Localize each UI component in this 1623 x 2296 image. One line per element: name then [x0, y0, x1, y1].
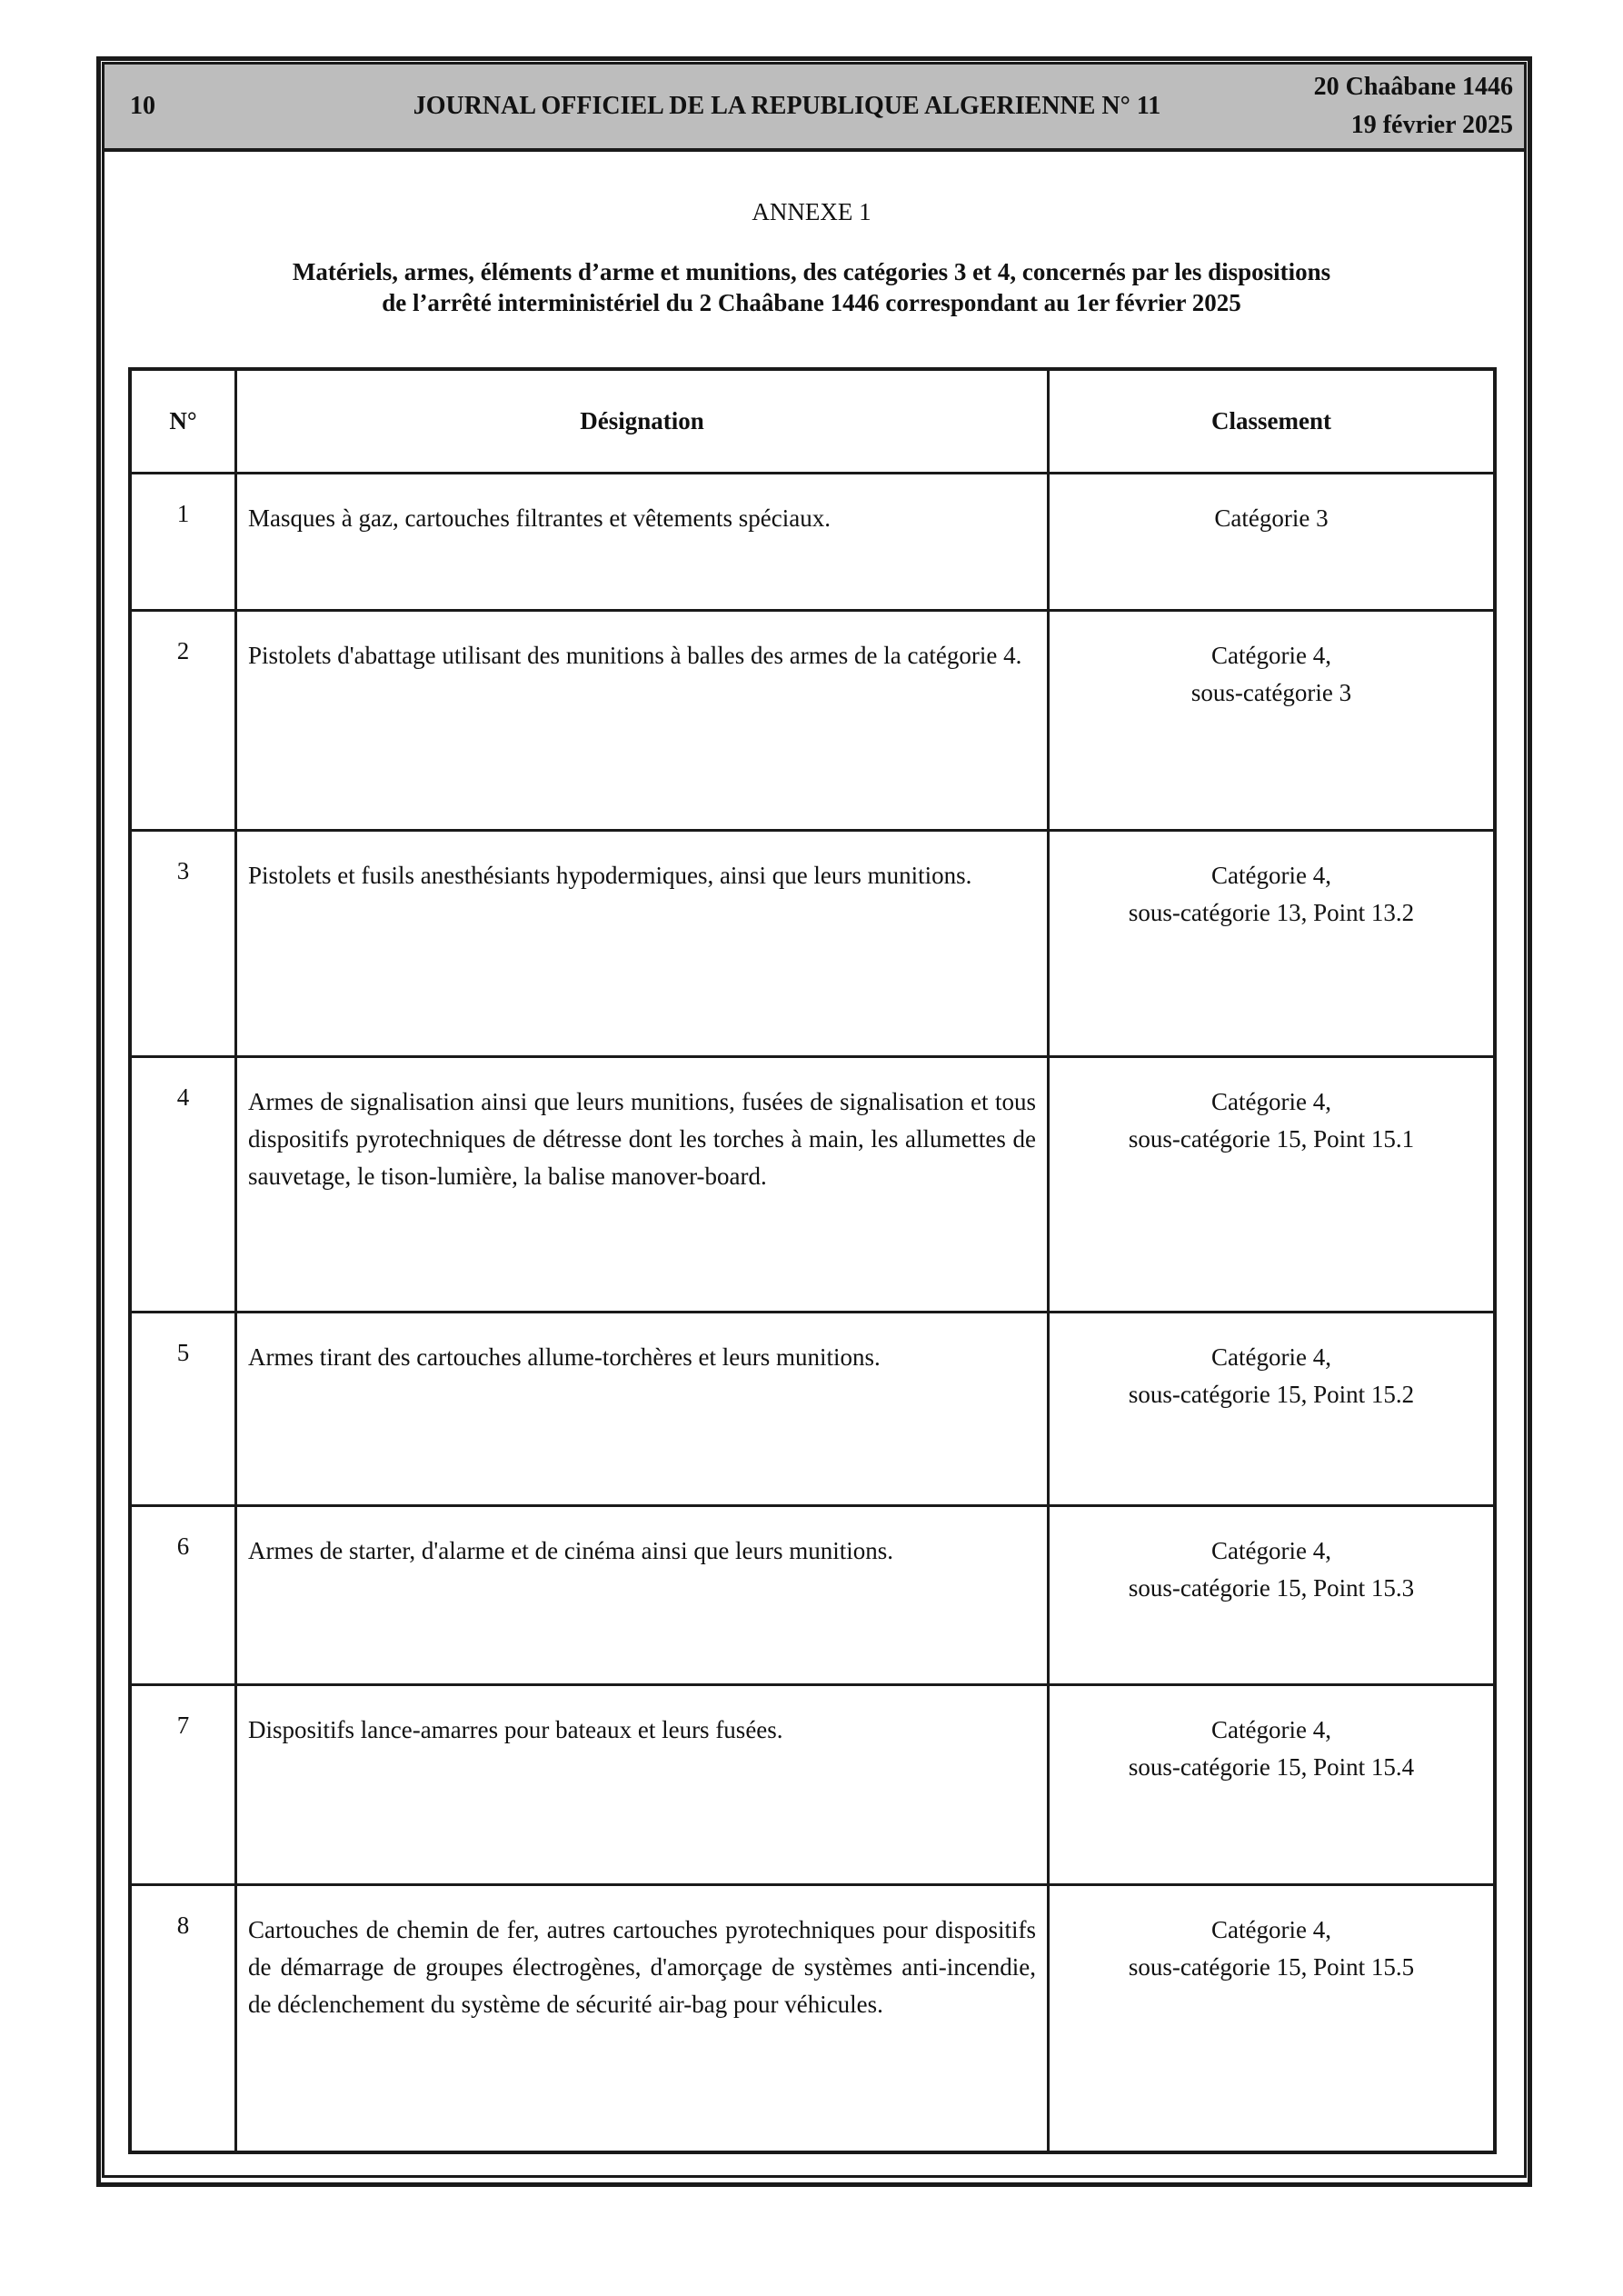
- row-designation: Armes de signalisation ainsi que leurs munitions, fusées de signalisation et tous dispositifs pyrotechniques de détresse dont les torches à main, les allumettes de sauvetage, le tison-lumière, la balise manover-board.: [236, 1057, 1049, 1313]
- row-number: 5: [130, 1313, 236, 1506]
- row-classement: [1049, 831, 1496, 1057]
- row-classement: [1049, 611, 1496, 831]
- classement-line-2: sous-catégorie 15, Point 15.5: [1128, 1953, 1415, 1981]
- row-classement: [1049, 1685, 1496, 1885]
- classement-line-2: sous-catégorie 13, Point 13.2: [1128, 899, 1415, 926]
- row-designation: Masques à gaz, cartouches filtrantes et vêtements spéciaux.: [236, 474, 1049, 611]
- row-classement: [1049, 1057, 1496, 1313]
- subtitle-line-1: Matériels, armes, éléments d’arme et munitions, des catégories 3 et 4, concernés par les dispositions: [292, 258, 1331, 285]
- table-row: [130, 1506, 1495, 1685]
- header-designation: Désignation: [236, 369, 1049, 474]
- classement-line-2: sous-catégorie 15, Point 15.3: [1128, 1574, 1415, 1602]
- row-designation: Armes tirant des cartouches allume-torchères et leurs munitions.: [236, 1313, 1049, 1506]
- row-number: 4: [130, 1057, 236, 1313]
- row-number: 1: [130, 474, 236, 611]
- classement-line-1: Catégorie 4,: [1211, 1088, 1331, 1115]
- row-designation: Dispositifs lance-amarres pour bateaux et leurs fusées.: [236, 1685, 1049, 1885]
- subtitle-line-2: de l’arrêté interministériel du 2 Chaâbane 1446 correspondant au 1er février 2025: [382, 289, 1241, 316]
- annex-subtitle: [0, 256, 1623, 318]
- classement-line-2: sous-catégorie 15, Point 15.4: [1128, 1753, 1415, 1781]
- row-designation: Pistolets d'abattage utilisant des munitions à balles des armes de la catégorie 4.: [236, 611, 1049, 831]
- row-classement: [1049, 1885, 1496, 2152]
- row-designation: Pistolets et fusils anesthésiants hypodermiques, ainsi que leurs munitions.: [236, 831, 1049, 1057]
- journal-header: [105, 65, 1524, 152]
- annex-title: ANNEXE 1: [752, 198, 871, 225]
- row-classement: [1049, 474, 1496, 611]
- row-designation: Armes de starter, d'alarme et de cinéma ainsi que leurs munitions.: [236, 1506, 1049, 1685]
- classement-line-1: Catégorie 3: [1214, 504, 1329, 532]
- table-header-row: [130, 369, 1495, 474]
- classement-line-1: Catégorie 4,: [1211, 1916, 1331, 1943]
- page-number: 10: [130, 92, 155, 120]
- classement-line-2: sous-catégorie 15, Point 15.2: [1128, 1381, 1415, 1408]
- table-row: [130, 1313, 1495, 1506]
- journal-title: JOURNAL OFFICIEL DE LA REPUBLIQUE ALGERIENNE N° 11: [413, 92, 1161, 120]
- table-row: [130, 1057, 1495, 1313]
- header-date: [1314, 68, 1513, 145]
- classement-line-1: Catégorie 4,: [1211, 1343, 1331, 1371]
- table-row: [130, 1885, 1495, 2152]
- row-classement: [1049, 1506, 1496, 1685]
- classement-line-1: Catégorie 4,: [1211, 642, 1331, 669]
- row-number: 7: [130, 1685, 236, 1885]
- table-row: [130, 1685, 1495, 1885]
- row-number: 6: [130, 1506, 236, 1685]
- row-number: 8: [130, 1885, 236, 2152]
- table-row: [130, 831, 1495, 1057]
- classement-line-1: Catégorie 4,: [1211, 862, 1331, 889]
- table-row: [130, 474, 1495, 611]
- annex-table: [128, 367, 1497, 2154]
- row-number: 3: [130, 831, 236, 1057]
- classement-line-2: sous-catégorie 3: [1190, 679, 1352, 706]
- classement-line-2: sous-catégorie 15, Point 15.1: [1128, 1125, 1415, 1153]
- classement-line-1: Catégorie 4,: [1211, 1716, 1331, 1743]
- row-designation: Cartouches de chemin de fer, autres cartouches pyrotechniques pour dispositifs de démarrage de groupes électrogènes, d'amorçage de systèmes anti-incendie, de déclenchement du système de sécurité air-bag pour véhicules.: [236, 1885, 1049, 2152]
- header-number: N°: [130, 369, 236, 474]
- row-number: 2: [130, 611, 236, 831]
- header-classement: Classement: [1049, 369, 1496, 474]
- classement-line-1: Catégorie 4,: [1211, 1537, 1331, 1564]
- date-hijri: 20 Chaâbane 1446: [1313, 73, 1513, 101]
- date-gregorian: 19 février 2025: [1350, 111, 1513, 139]
- row-classement: [1049, 1313, 1496, 1506]
- table-row: [130, 611, 1495, 831]
